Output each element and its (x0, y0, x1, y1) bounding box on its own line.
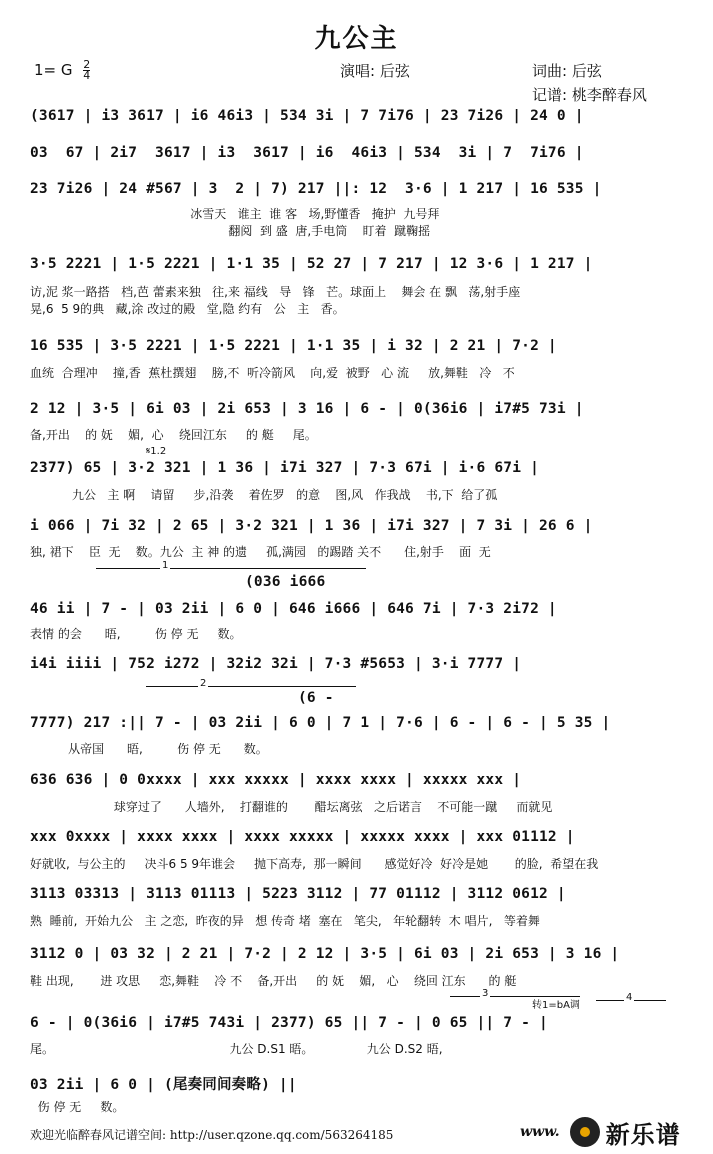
volta-bracket-4: 4 (596, 1000, 666, 1007)
key-signature (34, 60, 90, 81)
notation-row-4: 3·5 2221 | 1·5 2221 | 1·1 35 | 52 27 | 7 217 | 12 3·6 | 1 217 | (30, 256, 593, 272)
notation-row-17: 03 2ii | 6 0 | (尾奏同间奏略) || (30, 1077, 297, 1093)
volta-bracket-3: 3 (450, 996, 580, 1003)
notation-row-7: 2377) 65 | 3·2 321 | 1 36 | i7i 327 | 7·3 67i | i·6 67i | (30, 460, 539, 476)
lyric-row-13: 好就收, 与公主的 决斗6 5 9年谁会 抛下高寿, 那一瞬间 感觉好冷 好冷是她 的脸, 希望在我 (30, 857, 599, 871)
lyric-row-6: 备,开出 的 妩 媚, 心 绕回江东 的 艇 尾。 (30, 428, 317, 442)
key-change-note: 转1=bA调 (532, 1000, 580, 1011)
notation-row-6: 2 12 | 3·5 | 6i 03 | 2i 653 | 3 16 | 6 - | 0(36i6 | i7#5 73i | (30, 401, 584, 417)
song-title: 九公主 (314, 24, 399, 54)
lyric-row-11: 从帝国 晤, 伤 停 无 数。 (30, 742, 268, 756)
segno-mark: 𝄋1.2 (146, 446, 167, 457)
logo-brand: 新乐谱 (605, 1120, 681, 1149)
record-disc-icon (570, 1117, 600, 1147)
lyric-row-12: 球穿过了 人墙外, 打翻谁的 醋坛离弦 之后诺言 不可能一蹴 而就见 (30, 800, 553, 814)
lyric-row-14: 熟 睡前, 开始九公 主 之恋, 昨夜的异 想 传奇 堵 塞在 笔尖, 年轮翻转 木 唱片, 等着舞 (30, 914, 540, 928)
composer-credit: 词曲: 后弦 (532, 62, 602, 80)
notation-row-9: 46 ii | 7 - | 03 2ii | 6 0 | 646 i666 | 646 7i | 7·3 2i72 | (30, 601, 557, 617)
lyric-row-5: 血统 合理冲 撞,香 蕉杜撰翅 膀,不 听冷箭风 向,爱 被野 心 流 放,舞鞋 冷 不 (30, 366, 515, 380)
volta-bracket-1: 1 (96, 568, 366, 575)
volta-bracket-2: 2 (146, 686, 356, 693)
lyric-row-15: 鞋 出现, 进 攻思 恋,舞鞋 冷 不 备,开出 的 妩 媚, 心 绕回 江东 的 艇 (30, 974, 517, 988)
lyric-row-9: 表情 的会 晤, 伤 停 无 数。 (30, 627, 242, 641)
logo-www: www. (520, 1124, 560, 1140)
time-signature: $\frac{2}{4}$ (83, 58, 91, 82)
notation-row-14: 3113 03313 | 3113 01113 | 5223 3112 | 77 01112 | 3112 0612 | (30, 886, 566, 902)
notation-row-2: 03 67 | 2i7 3617 | i3 3617 | i6 46i3 | 534 3i | 7 7i76 | (30, 145, 584, 161)
sub-notation-2: (6 - (298, 690, 334, 706)
notation-row-13: xxx 0xxxx | xxxx xxxx | xxxx xxxxx | xxxxx xxxx | xxx 01112 | (30, 829, 575, 845)
lyric-row-8: 独, 裙下 臣 无 数。九公 主 神 的遗 孤,满园 的踢踏 关不 住,射手 面 无 (30, 545, 491, 559)
transcriber-credit: 记谱: 桃李醉春风 (532, 86, 647, 104)
notation-row-5: 16 535 | 3·5 2221 | 1·5 2221 | 1·1 35 | i 32 | 2 21 | 7·2 | (30, 338, 557, 354)
notation-row-12: 636 636 | 0 0xxxx | xxx xxxxx | xxxx xxxx | xxxxx xxx | (30, 772, 522, 788)
key-label: 1= G (34, 61, 73, 79)
lyric-row-3: 冰雪天 谁主 谁 客 场,野懂香 掩护 九号拜 翻阅 到 盛 唐,手电筒 盯着 蹴鞠摇 (190, 207, 440, 238)
lyric-row-16: 尾。 九公 D.S1 晤。 九公 D.S2 晤, (30, 1042, 443, 1056)
notation-row-1: (3617 | i3 3617 | i6 46i3 | 534 3i | 7 7i76 | 23 7i26 | 24 0 | (30, 108, 584, 124)
footer-link-text: 欢迎光临醉春风记谱空间: http://user.qzone.qq.com/563264185 (30, 1128, 394, 1142)
notation-row-10: i4i iiii | 752 i272 | 32i2 32i | 7·3 #5653 | 3·i 7777 | (30, 656, 522, 672)
lyric-row-17: 伤 停 无 数。 (30, 1100, 125, 1114)
notation-row-8: i 066 | 7i 32 | 2 65 | 3·2 321 | 1 36 | i7i 327 | 7 3i | 26 6 | (30, 518, 593, 534)
singer-credit: 演唱: 后弦 (340, 62, 410, 80)
site-logo (520, 1114, 710, 1150)
notation-row-3: 23 7i26 | 24 #567 | 3 2 | 7) 217 ||: 12 3·6 | 1 217 | 16 535 | (30, 181, 602, 197)
notation-row-16: 6 - | 0(36i6 | i7#5 743i | 2377) 65 || 7 - | 0 65 || 7 - | (30, 1015, 548, 1031)
notation-row-11: 7777) 217 :|| 7 - | 03 2ii | 6 0 | 7 1 | 7·6 | 6 - | 6 - | 5 35 | (30, 715, 611, 731)
lyric-row-7: 九公 主 啊 请留 步,沿袭 着佐罗 的意 图,风 作我战 书,下 给了孤 (30, 488, 498, 502)
sub-notation-1: (036 i666 (245, 574, 326, 590)
notation-row-15: 3112 0 | 03 32 | 2 21 | 7·2 | 2 12 | 3·5 | 6i 03 | 2i 653 | 3 16 | (30, 946, 620, 962)
lyric-row-4: 访,泥 浆一路搭 档,芭 蕾素来独 往,来 福线 导 锋 芒。球面上 舞会 在 飘 荡,射手座 晃,6 5 9的典 藏,涂 改过的殿 堂,隐 约有 公 主 香。 (30, 285, 521, 316)
